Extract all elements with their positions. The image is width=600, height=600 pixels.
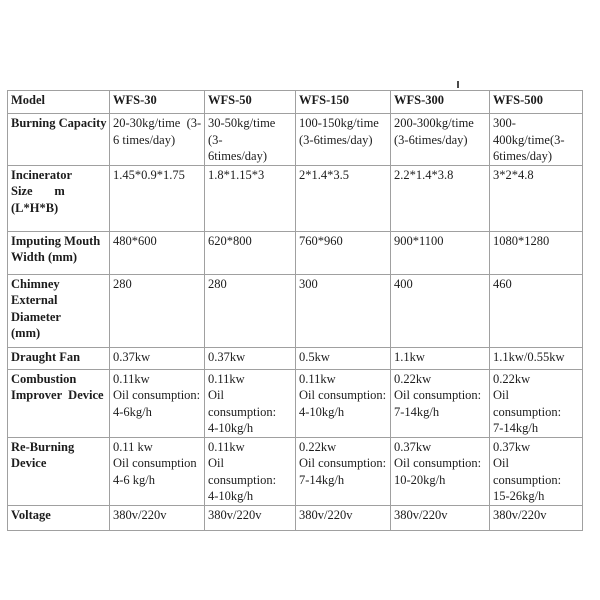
spec-cell: 380v/220v	[205, 505, 296, 530]
spec-cell: 0.11kw Oil consumption: 4-10kg/h	[205, 437, 296, 505]
spec-cell: 400	[391, 274, 490, 347]
spec-cell: 380v/220v	[490, 505, 583, 530]
spec-cell: 0.11kw Oil consumption: 4-10kg/h	[205, 369, 296, 437]
spec-cell: 0.11 kw Oil consumption 4-6 kg/h	[110, 437, 205, 505]
spec-cell: 0.37kw Oil consumption: 15-26kg/h	[490, 437, 583, 505]
table-row-re-burning-device	[8, 437, 583, 505]
column-header-model: Model	[8, 91, 110, 114]
table-row-draught-fan	[8, 347, 583, 369]
header-row	[8, 91, 583, 114]
spec-cell: 0.5kw	[296, 347, 391, 369]
column-header-wfs-150: WFS-150	[296, 91, 391, 114]
spec-cell: 100-150kg/time (3-6times/day)	[296, 114, 391, 166]
spec-cell: 3*2*4.8	[490, 165, 583, 231]
column-header-wfs-500: WFS-500	[490, 91, 583, 114]
row-label-burning-capacity: Burning Capacity	[8, 114, 110, 166]
spec-cell: 380v/220v	[110, 505, 205, 530]
spec-cell: 2.2*1.4*3.8	[391, 165, 490, 231]
spec-cell: 1.1kw/0.55kw	[490, 347, 583, 369]
table-row-voltage	[8, 505, 583, 530]
table-row-chimney-external-diameter	[8, 274, 583, 347]
row-label-incinerator-size: Incinerator Size m (L*H*B)	[8, 165, 110, 231]
spec-cell: 30-50kg/time (3- 6times/day)	[205, 114, 296, 166]
spec-cell: 280	[205, 274, 296, 347]
spec-cell: 20-30kg/time (3- 6 times/day)	[110, 114, 205, 166]
spec-cell: 0.22kw Oil consumption: 7-14kg/h	[490, 369, 583, 437]
spec-cell: 900*1100	[391, 231, 490, 274]
table-row-incinerator-size	[8, 165, 583, 231]
spec-cell: 0.11kw Oil consumption: 4-6kg/h	[110, 369, 205, 437]
spec-cell: 0.22kw Oil consumption: 7-14kg/h	[296, 437, 391, 505]
spec-cell: 300	[296, 274, 391, 347]
spec-cell: 480*600	[110, 231, 205, 274]
spec-cell: 0.11kw Oil consumption: 4-10kg/h	[296, 369, 391, 437]
spec-cell: 0.37kw	[205, 347, 296, 369]
row-label-voltage: Voltage	[8, 505, 110, 530]
spec-table	[7, 90, 583, 531]
column-header-wfs-300: WFS-300	[391, 91, 490, 114]
column-header-wfs-30: WFS-30	[110, 91, 205, 114]
spec-cell: 380v/220v	[391, 505, 490, 530]
table-row-combustion-improver-device	[8, 369, 583, 437]
spec-cell: 1.8*1.15*3	[205, 165, 296, 231]
spec-cell: 760*960	[296, 231, 391, 274]
row-label-re-burning-device: Re-Burning Device	[8, 437, 110, 505]
row-label-draught-fan: Draught Fan	[8, 347, 110, 369]
spec-cell: 300-400kg/time(3- 6times/day)	[490, 114, 583, 166]
spec-cell: 200-300kg/time (3-6times/day)	[391, 114, 490, 166]
spec-cell: 380v/220v	[296, 505, 391, 530]
spec-cell: 1.1kw	[391, 347, 490, 369]
row-label-combustion-improver-device: Combustion Improver Device	[8, 369, 110, 437]
spec-cell: 280	[110, 274, 205, 347]
spec-cell: 1080*1280	[490, 231, 583, 274]
stray-tick-mark	[457, 81, 459, 88]
spec-cell: 620*800	[205, 231, 296, 274]
spec-cell: 0.22kw Oil consumption: 7-14kg/h	[391, 369, 490, 437]
spec-cell: 2*1.4*3.5	[296, 165, 391, 231]
spec-cell: 0.37kw	[110, 347, 205, 369]
spec-cell: 460	[490, 274, 583, 347]
column-header-wfs-50: WFS-50	[205, 91, 296, 114]
spec-cell: 0.37kw Oil consumption: 10-20kg/h	[391, 437, 490, 505]
row-label-chimney-external-diameter: Chimney External Diameter (mm)	[8, 274, 110, 347]
row-label-imputing-mouth-width: Imputing Mouth Width (mm)	[8, 231, 110, 274]
table-row-burning-capacity	[8, 114, 583, 166]
table-row-imputing-mouth-width	[8, 231, 583, 274]
spec-cell: 1.45*0.9*1.75	[110, 165, 205, 231]
